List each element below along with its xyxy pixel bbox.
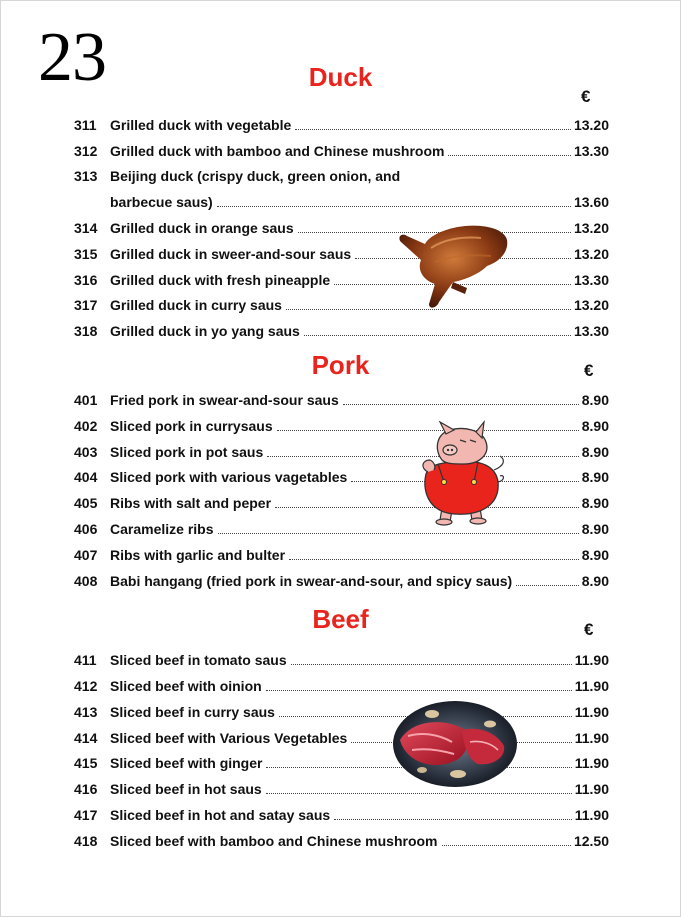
menu-item-414 — [74, 725, 609, 747]
item-price: 13.30 — [573, 272, 609, 288]
item-name: Sliced beef in tomato saus — [110, 652, 287, 668]
item-price: 11.90 — [574, 807, 609, 823]
menu-item-413 — [74, 699, 609, 721]
dot-leader — [217, 206, 571, 207]
item-price: 11.90 — [574, 781, 609, 797]
item-price: 11.90 — [574, 755, 609, 771]
dot-leader — [295, 129, 571, 130]
item-name: Caramelize ribs — [110, 521, 214, 537]
euro-symbol-pork: € — [584, 361, 594, 380]
page-number: 23 — [38, 19, 106, 96]
item-number: 313 — [74, 168, 98, 184]
menu-item-415 — [74, 750, 609, 772]
item-number: 406 — [74, 521, 98, 537]
item-name: Sliced beef with ginger — [110, 755, 263, 771]
menu-item-315 — [74, 241, 609, 263]
dot-leader — [218, 533, 579, 534]
section-title-beef: Beef — [312, 604, 369, 634]
dot-leader — [448, 155, 570, 156]
item-number: 316 — [74, 272, 98, 288]
item-number: 414 — [74, 730, 98, 746]
dot-leader — [304, 335, 571, 336]
item-number: 401 — [74, 392, 98, 408]
menu-item-314 — [74, 215, 609, 237]
dot-leader — [516, 585, 579, 586]
item-name: Sliced beef in hot and satay saus — [110, 807, 331, 823]
section-title-pork: Pork — [311, 350, 370, 380]
item-name: Grilled duck in yo yang saus — [110, 323, 300, 339]
item-price: 13.20 — [573, 220, 609, 236]
menu-item-313-continued — [74, 189, 609, 211]
menu-item-316 — [74, 267, 609, 289]
item-name: Sliced beef with bamboo and Chinese mushroom — [110, 833, 438, 849]
menu-item-416 — [74, 776, 609, 798]
item-price: 13.30 — [573, 323, 609, 339]
item-price: 11.90 — [574, 730, 609, 746]
cartoon-pig-icon — [420, 420, 506, 526]
menu-item-406 — [74, 516, 609, 538]
item-number: 417 — [74, 807, 98, 823]
item-number: 312 — [74, 143, 98, 159]
item-name: barbecue saus) — [110, 194, 213, 210]
item-price: 8.90 — [581, 521, 609, 537]
item-price: 13.20 — [573, 246, 609, 262]
item-name: Sliced pork in pot saus — [110, 444, 264, 460]
euro-symbol-beef: € — [584, 620, 594, 639]
menu-item-405 — [74, 490, 609, 512]
section-title-duck: Duck — [308, 62, 373, 92]
item-name: Grilled duck in sweer-and-sour saus — [110, 246, 352, 262]
dot-leader — [343, 404, 579, 405]
item-price: 8.90 — [581, 418, 609, 434]
item-price: 8.90 — [581, 573, 609, 589]
item-price: 13.60 — [573, 194, 609, 210]
item-number: 311 — [74, 117, 97, 133]
item-price: 11.90 — [574, 652, 609, 668]
item-number: 413 — [74, 704, 98, 720]
item-number: 415 — [74, 755, 98, 771]
dot-leader — [289, 559, 579, 560]
menu-item-312 — [74, 138, 609, 160]
item-name: Ribs with garlic and bulter — [110, 547, 286, 563]
item-name: Babi hangang (fried pork in swear-and-sour, and spicy saus) — [110, 573, 513, 589]
menu-item-411 — [74, 647, 609, 669]
item-name: Sliced pork in currysaus — [110, 418, 273, 434]
item-number: 412 — [74, 678, 98, 694]
menu-item-403 — [74, 439, 609, 461]
menu-item-408 — [74, 568, 609, 590]
item-name: Sliced beef with oinion — [110, 678, 262, 694]
item-name: Sliced beef with Various Vegetables — [110, 730, 348, 746]
item-price: 8.90 — [581, 495, 609, 511]
dot-leader — [266, 690, 572, 691]
dot-leader — [291, 664, 572, 665]
item-price: 13.20 — [573, 117, 609, 133]
item-number: 411 — [74, 652, 97, 668]
item-price: 13.30 — [573, 143, 609, 159]
menu-item-418 — [74, 828, 609, 850]
item-number: 403 — [74, 444, 98, 460]
item-price: 8.90 — [581, 469, 609, 485]
item-price: 8.90 — [581, 547, 609, 563]
item-name: Sliced beef in hot saus — [110, 781, 262, 797]
item-number: 407 — [74, 547, 98, 563]
item-price: 8.90 — [581, 444, 609, 460]
dot-leader — [266, 793, 572, 794]
item-name: Grilled duck with vegetable — [110, 117, 292, 133]
item-number: 404 — [74, 469, 98, 485]
menu-item-313 — [74, 163, 609, 185]
item-name: Beijing duck (crispy duck, green onion, and — [110, 168, 401, 184]
item-number: 416 — [74, 781, 98, 797]
item-number: 315 — [74, 246, 98, 262]
sliced-beef-icon — [392, 700, 518, 788]
menu-item-318 — [74, 318, 609, 340]
item-number: 318 — [74, 323, 98, 339]
menu-item-311 — [74, 112, 609, 134]
menu-item-407 — [74, 542, 609, 564]
item-price: 12.50 — [573, 833, 609, 849]
item-price: 8.90 — [581, 392, 609, 408]
menu-item-317 — [74, 292, 609, 314]
item-name: Sliced pork with various vagetables — [110, 469, 348, 485]
menu-item-417 — [74, 802, 609, 824]
menu-item-412 — [74, 673, 609, 695]
roast-duck-icon — [395, 218, 510, 310]
item-name: Grilled duck in curry saus — [110, 297, 282, 313]
item-number: 408 — [74, 573, 98, 589]
item-name: Ribs with salt and peper — [110, 495, 272, 511]
menu-item-404 — [74, 464, 609, 486]
item-price: 11.90 — [574, 678, 609, 694]
item-number: 317 — [74, 297, 98, 313]
item-name: Sliced beef in curry saus — [110, 704, 275, 720]
euro-symbol-duck: € — [581, 87, 591, 106]
item-number: 418 — [74, 833, 98, 849]
item-name: Fried pork in swear-and-sour saus — [110, 392, 339, 408]
item-price: 11.90 — [574, 704, 609, 720]
item-name: Grilled duck in orange saus — [110, 220, 294, 236]
item-price: 13.20 — [573, 297, 609, 313]
item-name: Grilled duck with fresh pineapple — [110, 272, 331, 288]
item-number: 314 — [74, 220, 98, 236]
menu-item-401 — [74, 387, 609, 409]
dot-leader — [334, 819, 572, 820]
item-name: Grilled duck with bamboo and Chinese mushroom — [110, 143, 445, 159]
item-number: 405 — [74, 495, 98, 511]
item-number: 402 — [74, 418, 98, 434]
dot-leader — [442, 845, 571, 846]
menu-item-402 — [74, 413, 609, 435]
